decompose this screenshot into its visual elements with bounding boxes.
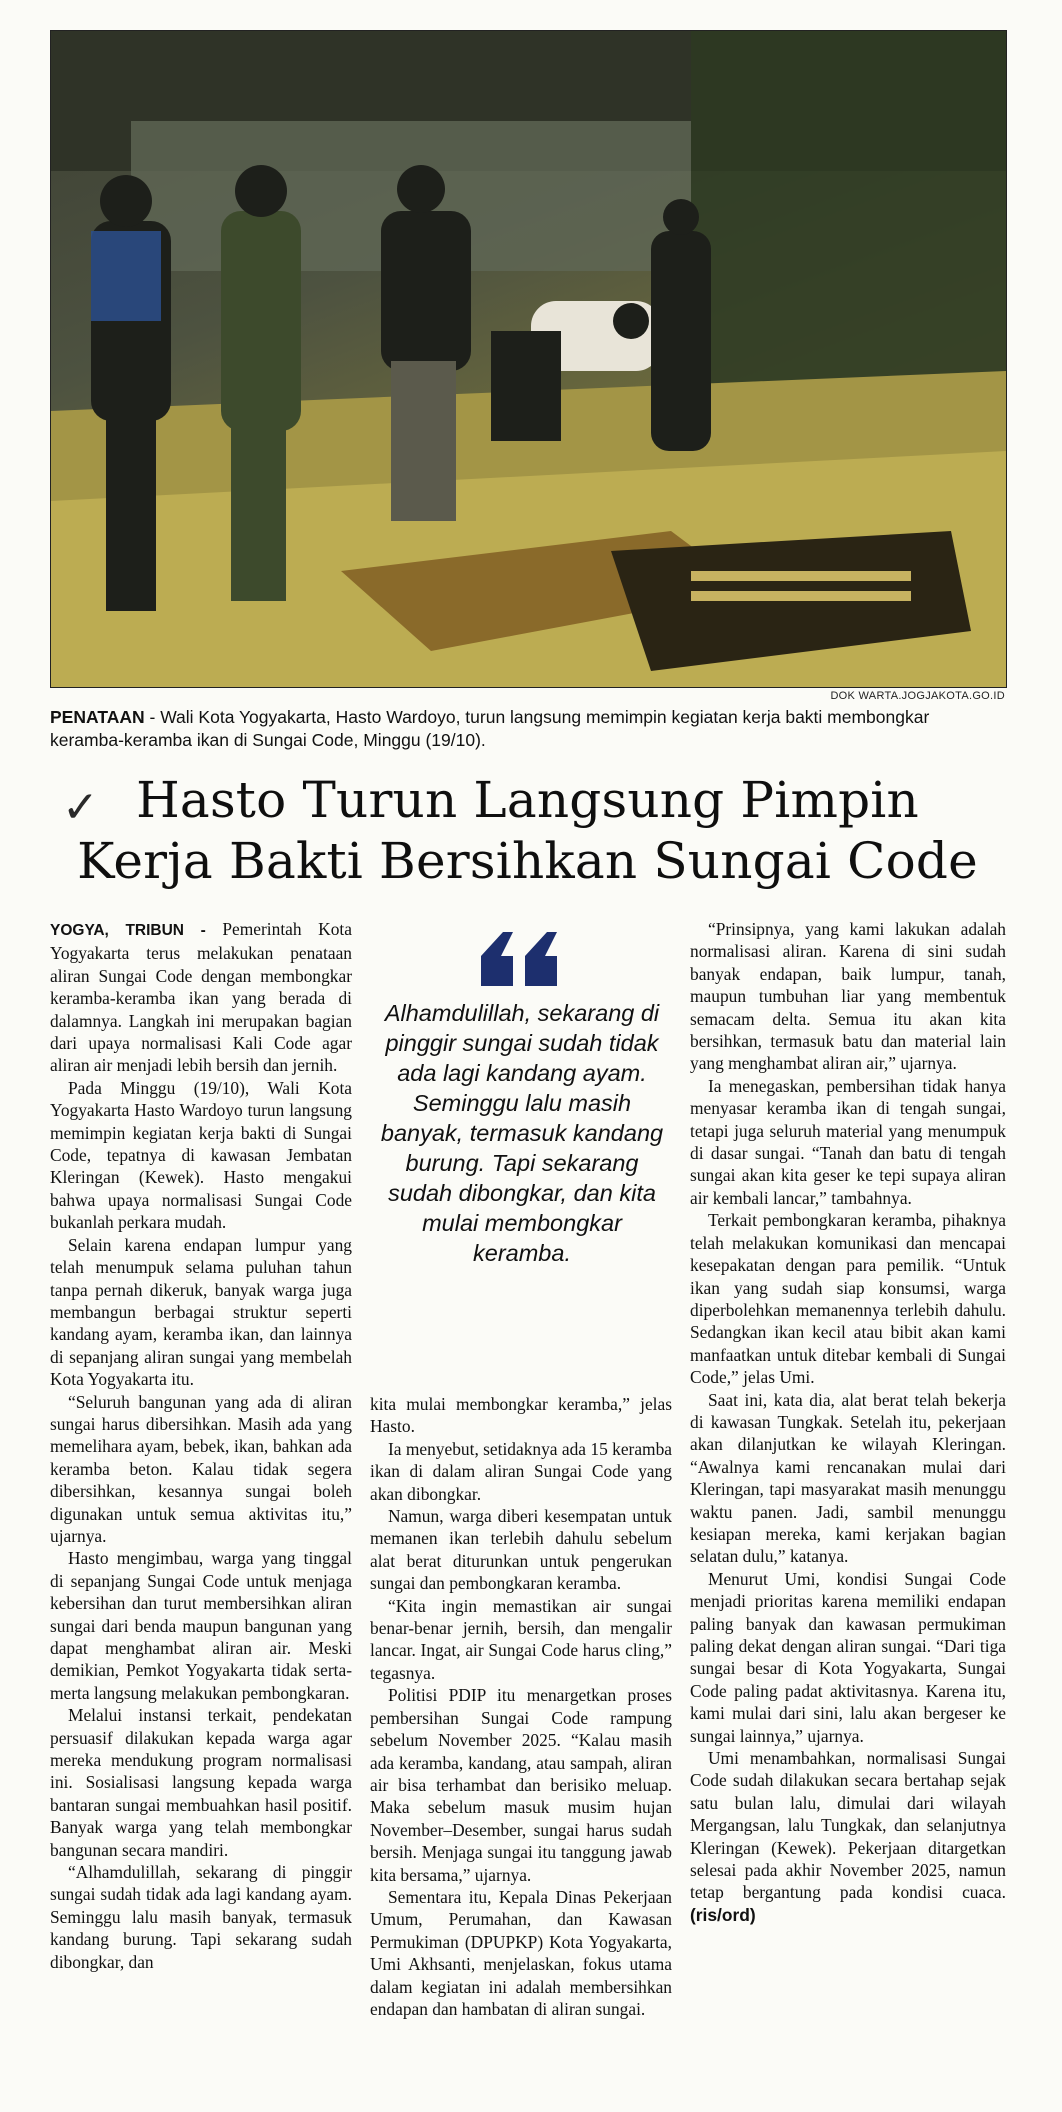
- paragraph: Politisi PDIP itu menargetkan proses pembersihan Sungai Code rampung sebelum November 2025. “Kalau masih ada keramba, kandang, atau sampah, aliran air bisa terhambat dan berisiko meluap. Maka sebelum masuk musim hujan November–Desember, sungai harus sudah bersih. Menjaga sungai itu tanggung jawab kita bersama,” ujarnya.: [370, 1685, 672, 1885]
- paragraph: Namun, warga diberi kesempatan untuk memanen ikan terlebih dahulu sebelum alat berat diturunkan untuk pengerukan sungai dan pembongkaran keramba.: [370, 1506, 672, 1594]
- paragraph: kita mulai membongkar keramba,” jelas Hasto.: [370, 1394, 672, 1437]
- quote-marks-icon: [477, 928, 567, 988]
- photo-credit: DOK WARTA.JOGJAKOTA.GO.ID: [830, 690, 1005, 702]
- paragraph: Ia menegaskan, pembersihan tidak hanya menyasar keramba ikan di tengah sungai, tetapi juga seluruh material yang menumpuk di dasar sungai. “Tanah dan batu di tengah sungai akan kita geser ke tepi supaya aliran air kembali lancar,” tambahnya.: [690, 1075, 1006, 1208]
- paragraph: Selain karena endapan lumpur yang telah menumpuk selama puluhan tahun tanpa pernah dikeruk, banyak warga juga membangun berbagai struktur seperti kandang ayam, keramba ikan, dan lainnya di sepanjang aliran sungai yang membelah Kota Yogyakarta itu.: [50, 1234, 352, 1390]
- paragraph-text: Umi menambahkan, normalisasi Sungai Code sudah dilakukan secara bertahap sejak satu bulan lalu, dimulai dari wilayah Mergangsan, lalu Tungkak, dan selanjutnya Kleringan (Kewek). Pekerjaan ditargetkan selesai pada akhir November 2025, namun tetap bergantung pada kondisi cuaca.: [690, 1748, 1006, 1903]
- paragraph: [690, 1747, 1006, 1926]
- paragraph: Saat ini, kata dia, alat berat telah bekerja di kawasan Tungkak. Setelah itu, pekerjaan akan dilanjutkan ke wilayah Kleringan. “Awalnya kami rencanakan mulai dari Kleringan, tapi masyarakat masih menunggu waktu panen. Jadi, sambil menunggu kesiapan mereka, kami kerjakan bagian selatan dulu,” katanya.: [690, 1389, 1006, 1567]
- caption-text: - Wali Kota Yogyakarta, Hasto Wardoyo, turun langsung memimpin kegiatan kerja bakti membongkar keramba-keramba ikan di Sungai Code, Minggu (19/10).: [50, 707, 930, 750]
- paragraph: Hasto mengimbau, warga yang tinggal di sepanjang Sungai Code untuk menjaga kebersihan dan turut membersihkan aliran sungai dari benda maupun bangunan yang dapat menghambat aliran air. Meski demikian, Pemkot Yogyakarta tidak serta-merta langsung melakukan pembongkaran.: [50, 1548, 352, 1703]
- photo-caption: [50, 706, 1005, 752]
- headline-line-2: Kerja Bakti Bersihkan Sungai Code: [77, 832, 978, 890]
- article-column-2: [370, 1393, 672, 2020]
- pull-quote-text: Alhamdulillah, sekarang di pinggir sungai sudah tidak ada lagi kandang ayam. Seminggu lalu masih banyak, termasuk kandang burung. Tapi sekarang sudah dibongkar, dan kita mulai membongkar keramba.: [380, 1000, 664, 1266]
- paragraph: [50, 918, 352, 1077]
- author-signature: (ris/ord): [690, 1904, 756, 1925]
- paragraph: “Prinsipnya, yang kami lakukan adalah normalisasi aliran. Karena di sini sudah banyak endapan, baik lumpur, tanah, maupun tumbuhan liar yang membentuk semacam delta. Semua itu akan kita bersihkan, termasuk batu dan material lain yang menghambat aliran air,” ujarnya.: [690, 919, 1006, 1074]
- paragraph: “Alhamdulillah, sekarang di pinggir sungai sudah tidak ada lagi kandang ayam. Seminggu lalu masih banyak, termasuk kandang burung. Tapi sekarang sudah dibongkar, dan: [50, 1862, 352, 1972]
- paragraph: “Kita ingin memastikan air sungai benar-benar jernih, bersih, dan mengalir lancar. Ingat, air Sungai Code harus cling,” tegasnya.: [370, 1595, 672, 1683]
- pull-quote: [372, 928, 672, 1328]
- paragraph: Terkait pembongkaran keramba, pihaknya telah melakukan komunikasi dan mencapai kesepakatan dengan para pemilik. “Untuk ikan yang sudah siap konsumsi, warga diperbolehkan memanennya terlebih dahulu. Sedangkan ikan kecil atau bibit akan kami manfaatkan untuk ditebar kembali di Sungai Code,” jelas Umi.: [690, 1210, 1006, 1388]
- article-column-3: [690, 918, 1006, 1926]
- dateline: YOGYA, TRIBUN -: [50, 922, 206, 939]
- headline: [50, 770, 1005, 892]
- headline-line-1: Hasto Turun Langsung Pimpin: [136, 771, 919, 829]
- news-photo: [50, 30, 1007, 688]
- paragraph: “Seluruh bangunan yang ada di aliran sungai harus dibersihkan. Masih ada yang memelihara ayam, bebek, ikan, bahkan ada keramba beton. Kalau tidak segera dibersihkan, kesannya sungai boleh digunakan untuk semua aktivitas itu,” ujarnya.: [50, 1391, 352, 1546]
- paragraph: Melalui instansi terkait, pendekatan persuasif dilakukan kepada warga agar mereka mendukung program normalisasi ini. Sosialisasi langsung kepada warga bantaran sungai membuahkan hasil positif. Banyak warga yang telah membongkar bangunan secara mandiri.: [50, 1705, 352, 1860]
- paragraph: Ia menyebut, setidaknya ada 15 keramba ikan di dalam aliran Sungai Code yang akan dibongkar.: [370, 1438, 672, 1504]
- checkmark-icon: ✓: [62, 782, 99, 833]
- paragraph: Menurut Umi, kondisi Sungai Code menjadi prioritas karena memiliki endapan paling banyak dan kawasan permukiman paling dekat dengan aliran sungai. “Dari tiga sungai besar di Kota Yogyakarta, Sungai Code paling padat aktivitasnya. Karena itu, kami mulai dari sini, lalu akan bergeser ke sungai lainnya,” ujarnya.: [690, 1568, 1006, 1746]
- caption-label: PENATAAN: [50, 707, 145, 727]
- paragraph: Sementara itu, Kepala Dinas Pekerjaan Umum, Perumahan, dan Kawasan Permukiman (DPUPKP) Kota Yogyakarta, Umi Akhsanti, menjelaskan, fokus utama dalam kegiatan ini adalah membersihkan endapan dan hambatan di aliran sungai.: [370, 1886, 672, 2019]
- paragraph: Pada Minggu (19/10), Wali Kota Yogyakarta Hasto Wardoyo turun langsung memimpin kegiatan kerja bakti di Sungai Code, tepatnya di kawasan Jembatan Kleringan (Kewek). Hasto mengakui bahwa upaya normalisasi Sungai Code bukanlah perkara mudah.: [50, 1077, 352, 1233]
- photo-illustration: [51, 31, 1006, 687]
- paragraph-text: Pemerintah Kota Yogyakarta terus melakukan penataan aliran Sungai Code dengan membongkar keramba-keramba ikan yang berada di dalamnya. Langkah ini merupakan bagian dari upaya normalisasi Kali Code agar aliran air menjadi lebih bersih dan jernih.: [50, 919, 352, 1076]
- article-column-1: [50, 918, 352, 1973]
